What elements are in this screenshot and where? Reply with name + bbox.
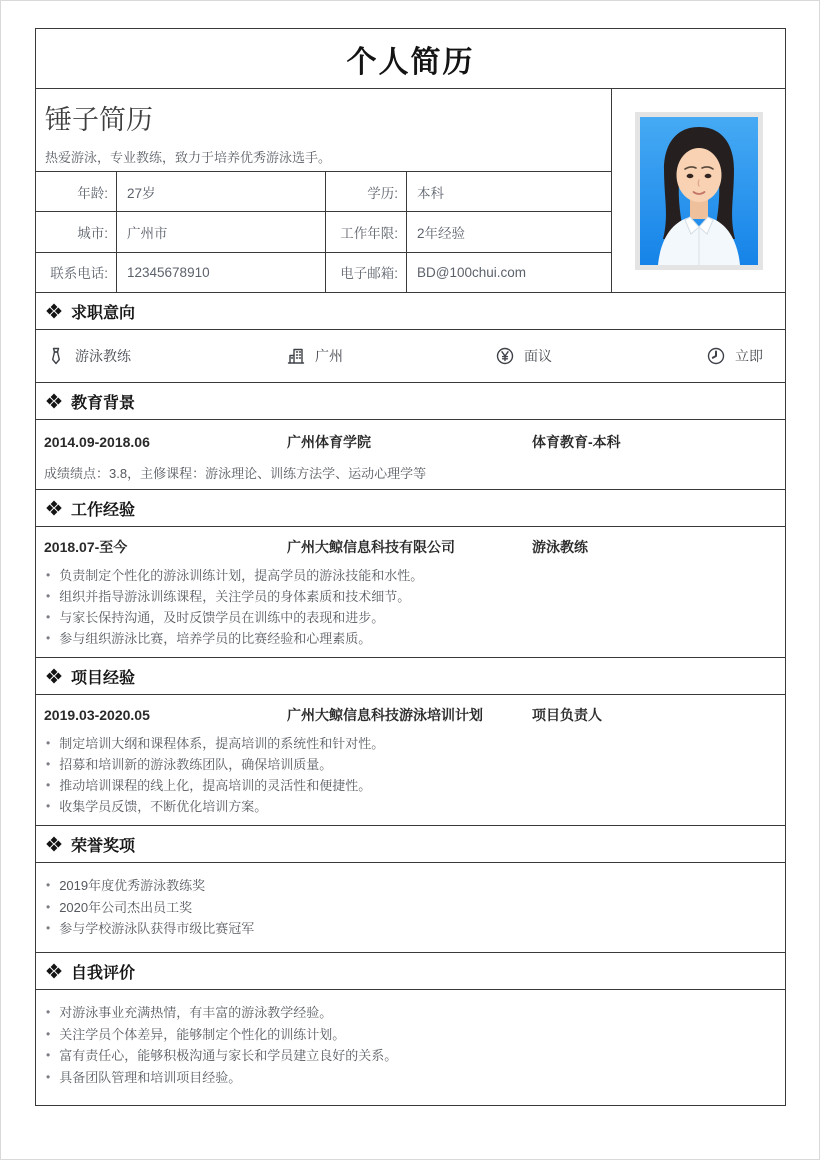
entry-school: 广州体育学院 — [287, 434, 371, 450]
entry-degree: 体育教育-本科 — [532, 434, 621, 450]
bullet-dot: • — [46, 1069, 51, 1084]
section-header-work — [36, 490, 785, 527]
entry-period: 2019.03-2020.05 — [44, 707, 150, 723]
list-item: • 对游泳事业充满热情，有丰富的游泳教学经验。 — [36, 1002, 785, 1024]
bullet-dot: • — [46, 757, 51, 771]
info-table — [36, 172, 611, 292]
field-label-email: 电子邮箱: — [325, 252, 406, 292]
work-entry-head — [36, 537, 785, 557]
section-title: 自我评价 — [71, 964, 136, 982]
section-title: 求职意向 — [71, 304, 136, 322]
list-item: • 与家长保持沟通，及时反馈学员在训练中的表现和进步。 — [36, 607, 785, 628]
section-title: 教育背景 — [71, 394, 136, 412]
field-value-years: 2年经验 — [406, 211, 611, 251]
header-left — [36, 89, 611, 292]
bullet-dot: • — [46, 610, 51, 624]
person-name: 锤子简历 — [45, 105, 153, 135]
building-icon — [286, 346, 306, 366]
section-title: 工作经验 — [71, 501, 136, 519]
name-block — [36, 89, 611, 172]
diamond-cluster-icon — [46, 668, 62, 684]
section-title: 项目经验 — [71, 669, 136, 687]
section-header-education — [36, 383, 785, 420]
field-label-city: 城市: — [36, 211, 116, 251]
intent-label: 游泳教练 — [75, 348, 131, 364]
id-photo — [635, 112, 763, 270]
bullet-dot: • — [46, 589, 51, 603]
tagline: 热爱游泳，专业教练，致力于培养优秀游泳选手。 — [45, 150, 332, 165]
bullet-dot: • — [46, 899, 51, 914]
diamond-cluster-icon — [46, 836, 62, 852]
field-label-degree: 学历: — [325, 172, 406, 211]
education-entry-head — [36, 432, 785, 452]
entry-period: 2018.07-至今 — [44, 539, 128, 555]
intent-label: 面议 — [524, 348, 552, 364]
education-detail: 成绩绩点：3.8，主修课程：游泳理论、训练方法学、运动心理学等 — [44, 466, 427, 481]
bullet-dot: • — [46, 778, 51, 792]
intent-city — [286, 346, 495, 366]
field-value-city: 广州市 — [116, 211, 325, 251]
list-item: • 组织并指导游泳训练课程，关注学员的身体素质和技术细节。 — [36, 586, 785, 607]
list-item: • 推动培训课程的线上化，提高培训的灵活性和便捷性。 — [36, 775, 785, 796]
intent-position — [46, 346, 286, 366]
intent-availability — [706, 346, 785, 366]
job-intent-row — [36, 330, 785, 383]
honors-bullets — [36, 875, 785, 940]
intent-salary — [495, 346, 706, 366]
page-title: 个人简历 — [346, 45, 475, 79]
section-title: 荣誉奖项 — [71, 837, 136, 855]
entry-project: 广州大鲸信息科技游泳培训计划 — [287, 707, 483, 723]
education-entry — [36, 420, 785, 490]
field-label-years: 工作年限: — [325, 211, 406, 251]
field-value-age: 27岁 — [116, 172, 325, 211]
list-item: • 收集学员反馈，不断优化培训方案。 — [36, 796, 785, 817]
diamond-cluster-icon — [46, 963, 62, 979]
photo-cell — [611, 89, 785, 292]
section-header-self-evaluation — [36, 953, 785, 990]
list-item: • 制定培训大纲和课程体系，提高培训的系统性和针对性。 — [36, 733, 785, 754]
field-value-degree: 本科 — [406, 172, 611, 211]
self-evaluation-bullets — [36, 1002, 785, 1088]
entry-period: 2014.09-2018.06 — [44, 434, 150, 450]
bullet-dot: • — [46, 568, 51, 582]
work-entry — [36, 527, 785, 658]
field-value-email: BD@100chui.com — [406, 252, 611, 292]
diamond-cluster-icon — [46, 500, 62, 516]
section-header-job-intent — [36, 293, 785, 330]
diamond-cluster-icon — [46, 303, 62, 319]
intent-label: 立即 — [735, 348, 763, 364]
list-item: • 2019年度优秀游泳教练奖 — [36, 875, 785, 897]
honors-list — [36, 863, 785, 953]
tie-icon — [46, 346, 66, 366]
list-item: • 参与学校游泳队获得市级比赛冠军 — [36, 918, 785, 940]
yen-circle-icon — [495, 346, 515, 366]
field-label-age: 年龄: — [77, 185, 108, 201]
list-item: • 富有责任心，能够积极沟通与家长和学员建立良好的关系。 — [36, 1045, 785, 1067]
bullet-dot: • — [46, 1026, 51, 1041]
project-entry — [36, 695, 785, 826]
clock-icon — [706, 346, 726, 366]
portrait-illustration — [640, 117, 758, 265]
work-bullets — [36, 565, 785, 649]
bullet-dot: • — [46, 799, 51, 813]
bullet-dot: • — [46, 1048, 51, 1062]
list-item: • 具备团队管理和培训项目经验。 — [36, 1067, 785, 1089]
entry-role: 游泳教练 — [532, 539, 588, 555]
bullet-dot: • — [46, 878, 51, 892]
project-entry-head — [36, 705, 785, 725]
intent-label: 广州 — [315, 348, 343, 364]
bullet-dot: • — [46, 631, 51, 645]
doc-title-row — [36, 29, 785, 89]
list-item: • 招募和培训新的游泳教练团队，确保培训质量。 — [36, 754, 785, 775]
header-block — [36, 89, 785, 293]
list-item: • 参与组织游泳比赛，培养学员的比赛经验和心理素质。 — [36, 628, 785, 649]
bullet-dot: • — [46, 921, 51, 935]
section-header-honors — [36, 826, 785, 863]
field-label-phone: 联系电话: — [36, 252, 116, 292]
list-item: • 关注学员个体差异，能够制定个性化的训练计划。 — [36, 1024, 785, 1046]
list-item: • 负责制定个性化的游泳训练计划，提高学员的游泳技能和水性。 — [36, 565, 785, 586]
diamond-cluster-icon — [46, 393, 62, 409]
section-header-project — [36, 658, 785, 695]
list-item: • 2020年公司杰出员工奖 — [36, 897, 785, 919]
resume-sheet — [35, 28, 786, 1106]
project-bullets — [36, 733, 785, 817]
entry-role: 项目负责人 — [532, 707, 602, 723]
entry-company: 广州大鲸信息科技有限公司 — [287, 539, 455, 555]
field-value-phone: 12345678910 — [116, 252, 325, 292]
bullet-dot: • — [46, 736, 51, 750]
self-evaluation-list — [36, 990, 785, 1105]
bullet-dot: • — [46, 1005, 51, 1019]
